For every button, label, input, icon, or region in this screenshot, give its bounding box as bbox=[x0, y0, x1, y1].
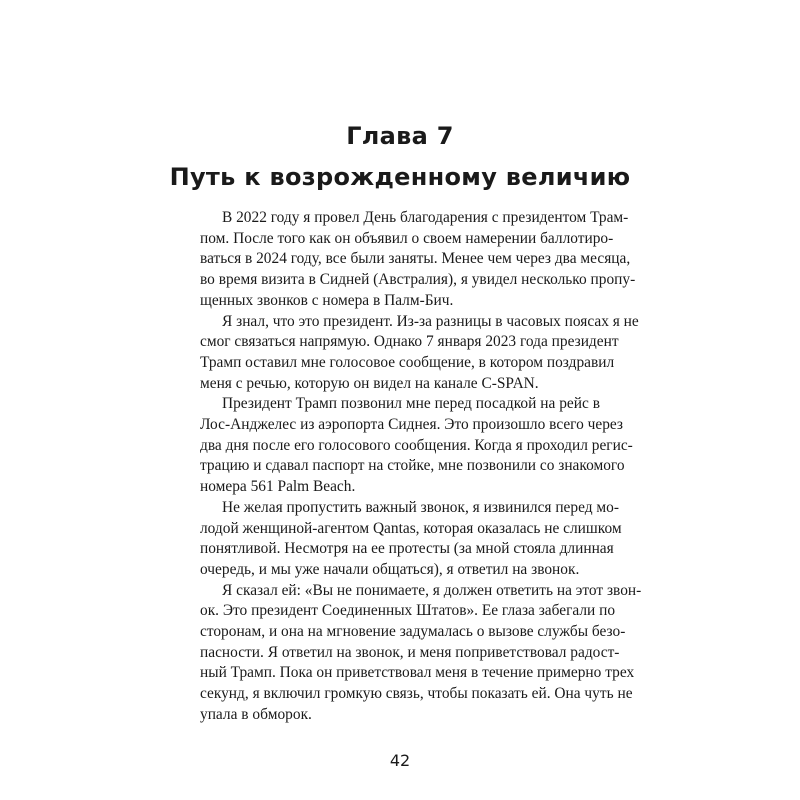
text-line: ный Трамп. Пока он приветствовал меня в течение примерно трех bbox=[200, 664, 635, 682]
chapter-body bbox=[200, 208, 642, 726]
text-line: Я знал, что это президент. Из-за разницы в часовых поясах я не bbox=[222, 312, 639, 330]
text-line: В 2022 году я провел День благодарения с президентом Трам- bbox=[222, 209, 629, 226]
text-line: упала в обморок. bbox=[200, 705, 312, 723]
paragraph bbox=[200, 394, 633, 498]
text-line: Не желая пропустить важный звонок, я извинился перед мо- bbox=[222, 498, 619, 516]
paragraph bbox=[200, 498, 622, 581]
chapter-title: Путь к возрожденному величию bbox=[169, 163, 631, 191]
text-line: трацию и сдавал паспорт на стойке, мне позвонили со знакомого bbox=[200, 457, 625, 475]
paragraph bbox=[200, 312, 639, 395]
text-line: во время визита в Сидней (Австралия), я увидел несколько пропу- bbox=[200, 271, 636, 289]
text-line: очередь, и мы уже начали общаться), я ответил на звонок. bbox=[200, 560, 580, 578]
text-line: номера 561 Palm Beach. bbox=[200, 478, 356, 496]
paragraph bbox=[200, 581, 642, 726]
text-line: пасности. Я ответил на звонок, и меня поприветствовал радост- bbox=[200, 643, 620, 661]
text-line: сторонам, и она на мгновение задумалась о вызове службы безо- bbox=[200, 623, 626, 641]
text-line: Трамп оставил мне голосовое сообщение, в котором поздравил bbox=[200, 353, 615, 371]
text-line: понятливой. Несмотря на ее протесты (за мной стояла длинная bbox=[200, 540, 614, 558]
text-line: Президент Трамп позвонил мне перед посадкой на рейс в bbox=[222, 395, 600, 413]
text-line: меня с речью, которую он видел на канале C-SPAN. bbox=[200, 374, 539, 392]
text-line: ваться в 2024 году, все были заняты. Менее чем через два месяца, bbox=[200, 250, 631, 268]
text-line: два дня после его голосового сообщения. Когда я проходил регис- bbox=[200, 436, 633, 454]
paragraph bbox=[200, 208, 636, 312]
text-line: секунд, я включил громкую связь, чтобы показать ей. Она чуть не bbox=[200, 685, 633, 703]
text-line: Я сказал ей: «Вы не понимаете, я должен ответить на этот звон- bbox=[222, 581, 642, 599]
page-number: 42 bbox=[389, 751, 411, 770]
chapter-number: Глава 7 bbox=[346, 122, 454, 150]
text-line: пом. После того как он объявил о своем намерении баллотиро- bbox=[200, 229, 614, 247]
text-line: Лос-Анджелес из аэропорта Сиднея. Это произошло всего через bbox=[200, 416, 624, 434]
text-line: лодой женщиной-агентом Qantas, которая оказалась не слишком bbox=[200, 519, 622, 537]
text-line: смог связаться напрямую. Однако 7 января 2023 года президент bbox=[200, 333, 619, 351]
text-line: ок. Это президент Соединенных Штатов». Ее глаза забегали по bbox=[200, 602, 616, 620]
text-line: щенных звонков с номера в Палм-Бич. bbox=[200, 291, 454, 309]
